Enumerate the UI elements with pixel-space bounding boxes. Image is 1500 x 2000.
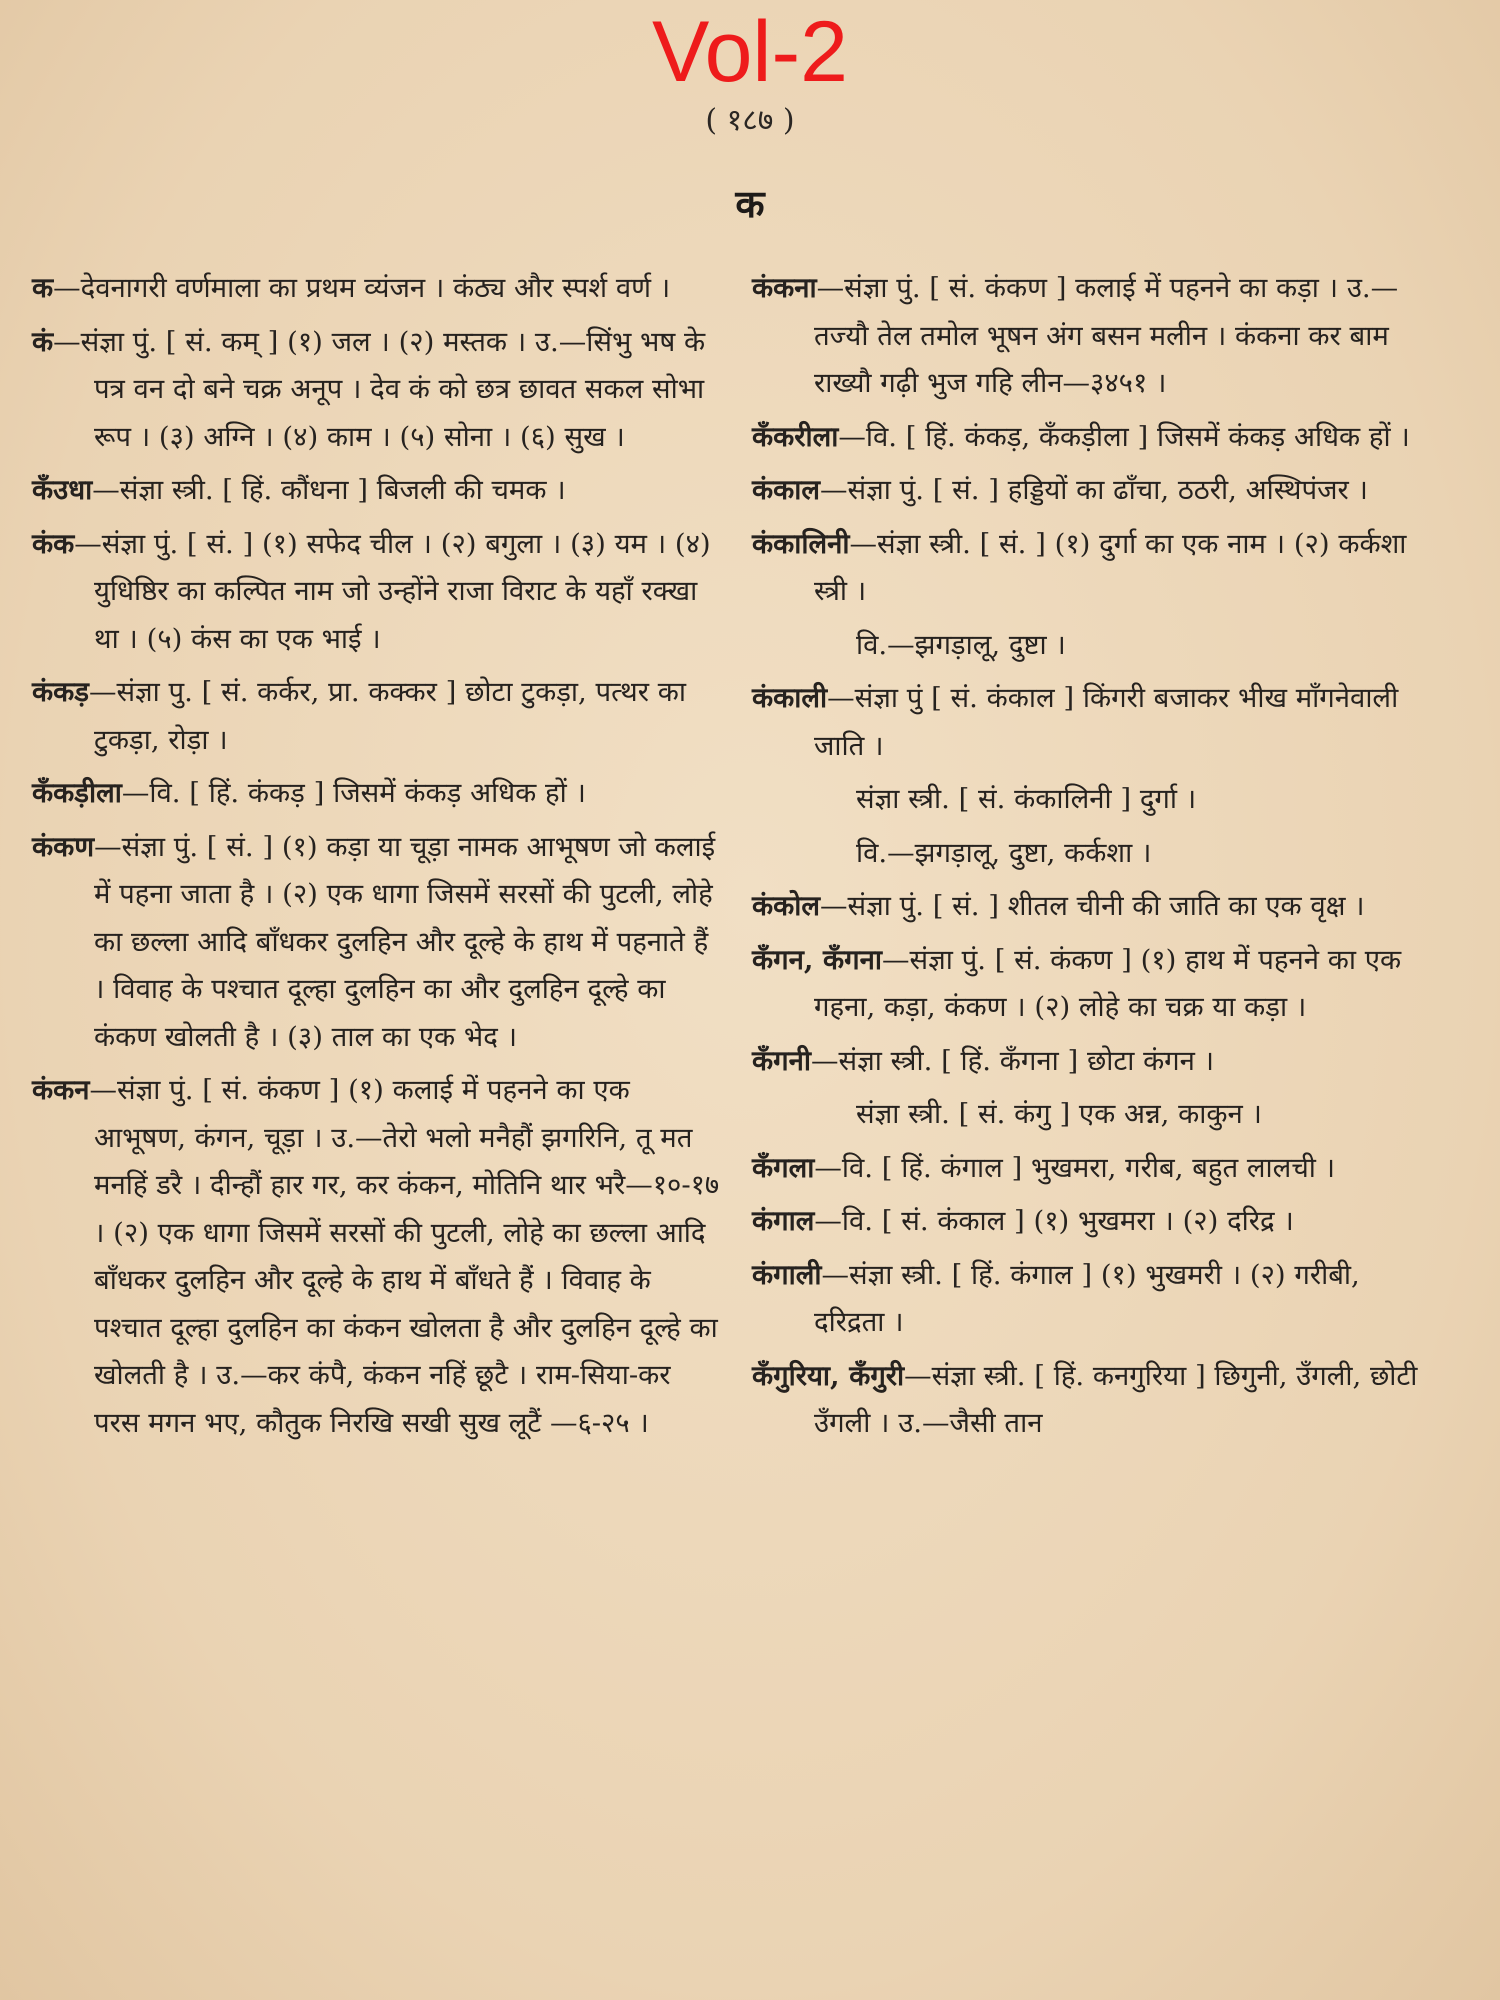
- entry-definition: —संज्ञा स्त्री. [ हिं. कंगाल ] (१) भुखमरी । (२) गरीबी, दरिद्रता ।: [814, 1258, 1360, 1338]
- left-column: [32, 265, 722, 1453]
- entry-headword: कँगला: [752, 1151, 815, 1184]
- dictionary-entry: [752, 1353, 1432, 1448]
- dictionary-entry: [32, 770, 722, 818]
- entry-headword: कं: [32, 325, 54, 358]
- entry-headword: कंकाली: [752, 682, 828, 714]
- dictionary-entry: [32, 265, 722, 313]
- entry-headword: कंकण: [32, 830, 95, 863]
- dictionary-entry: [32, 824, 722, 1062]
- entry-headword: कँगनी: [752, 1044, 811, 1077]
- entry-subsense: वि.—झगड़ालू, दुष्टा, कर्कशा ।: [856, 836, 1152, 869]
- entry-definition: —संज्ञा पुं. [ सं. कंकण ] कलाई में पहनने का कड़ा । उ.—तज्यौ तेल तमोल भूषन अंग बसन मलीन । कंकना कर बाम राख्यौ गढ़ी भुज गहि लीन—३४५१ ।: [814, 272, 1399, 399]
- entry-definition: —वि. [ हिं. कंकड़, कँकड़ीला ] जिसमें कंकड़ अधिक हों ।: [838, 420, 1410, 453]
- dictionary-entry: [752, 1198, 1432, 1246]
- entry-definition: —संज्ञा स्त्री. [ हिं. कौंधना ] बिजली की चमक ।: [92, 474, 566, 506]
- entry-definition: —देवनागरी वर्णमाला का प्रथम व्यंजन । कंठ्य और स्पर्श वर्ण ।: [53, 272, 671, 304]
- entry-subsense: संज्ञा स्त्री. [ सं. कंगु ] एक अन्न, काकुन ।: [856, 1098, 1262, 1130]
- dictionary-entry: [752, 467, 1432, 515]
- entry-headword: कंक: [32, 527, 75, 560]
- entry-headword: कँउधा: [32, 474, 93, 506]
- entry-definition: —संज्ञा पु. [ सं. कर्कर, प्रा. कक्कर ] छोटा टुकड़ा, पत्थर का टुकड़ा, रोड़ा ।: [88, 676, 686, 756]
- entry-definition: —संज्ञा पुं. [ सं. ] हड्डियों का ढाँचा, ठठरी, अस्थिपंजर ।: [820, 474, 1368, 506]
- entry-definition: —संज्ञा पुं. [ सं. कंकण ] (१) हाथ में पहनने का एक गहना, कड़ा, कंकण । (२) लोहे का चक्र या कड़ा ।: [814, 943, 1402, 1023]
- entry-headword: कंकोल: [752, 890, 821, 922]
- entry-subsense: वि.—झगड़ालू, दुष्टा ।: [856, 628, 1066, 661]
- dictionary-entry: [32, 319, 722, 462]
- entry-headword: कंकालिनी: [752, 527, 850, 560]
- entry-headword: कंकना: [752, 272, 817, 304]
- page-number: ( १८७ ): [705, 103, 795, 138]
- dictionary-entry: [752, 937, 1432, 1032]
- entry-headword: कँकरीला: [752, 420, 839, 453]
- dictionary-entry: [752, 265, 1432, 408]
- entry-definition: —संज्ञा पुं. [ सं. ] (१) सफेद चील । (२) बगुला । (३) यम । (४) युधिष्ठिर का कल्पित नाम जो उन्होंने राजा विराट के यहाँ रक्खा था । (५) कंस का एक भाई ।: [74, 527, 711, 655]
- entry-definition: —संज्ञा स्त्री. [ सं. ] (१) दुर्गा का एक नाम । (२) कर्कशा स्त्री ।: [814, 527, 1407, 607]
- entry-definition: —वि. [ हिं. कंकड़ ] जिसमें कंकड़ अधिक हों ।: [121, 777, 586, 809]
- dictionary-entry: [752, 414, 1432, 462]
- dictionary-entry: [32, 1067, 722, 1447]
- entry-definition: —वि. [ सं. कंकाल ] (१) भुखमरा । (२) दरिद्र ।: [814, 1205, 1294, 1237]
- entry-subsense: संज्ञा स्त्री. [ सं. कंकालिनी ] दुर्गा ।: [856, 783, 1197, 815]
- entry-definition: —संज्ञा स्त्री. [ हिं. कँगना ] छोटा कंगन ।: [811, 1044, 1215, 1077]
- entry-headword: क: [32, 272, 54, 304]
- entry-definition: —संज्ञा पुं. [ सं. ] (१) कड़ा या चूड़ा नामक आभूषण जो कलाई में पहना जाता है । (२) एक धागा जिसमें सरसों की पुटली, लोहे का छल्ला आदि बाँधकर दुलहिन और दूल्हे के हाथ में पहनाते हैं । विवाह के पश्चात दूल्हा दुलहिन का और दुलहिन दूल्हे का कंकण खोलती है । (३) ताल का एक भेद ।: [94, 830, 716, 1053]
- entry-headword: कंकाल: [752, 474, 821, 506]
- entry-headword: कंकन: [32, 1074, 90, 1106]
- dictionary-entry: [32, 467, 722, 515]
- entry-definition: —संज्ञा पुं. [ सं. कम् ] (१) जल । (२) मस्तक । उ.—सिंभु भष के पत्र वन दो बने चक्र अनूप । देव कं को छत्र छावत सकल सोभा रूप । (३) अग्नि । (४) काम । (५) सोना । (६) सुख ।: [53, 325, 706, 453]
- entry-headword: कंगाली: [752, 1258, 822, 1291]
- dictionary-entry: [752, 1252, 1432, 1347]
- dictionary-entry: [752, 521, 1432, 616]
- section-letter: क: [735, 181, 765, 226]
- right-column: [752, 265, 1432, 1454]
- dictionary-entry: [752, 675, 1432, 770]
- entry-definition: —संज्ञा पुं. [ सं. ] शीतल चीनी की जाति का एक वृक्ष ।: [820, 890, 1365, 922]
- dictionary-entry: [752, 1145, 1432, 1193]
- volume-label: Vol-2: [651, 4, 849, 100]
- entry-definition: —संज्ञा पुं. [ सं. कंकण ] (१) कलाई में पहनने का एक आभूषण, कंगन, चूड़ा । उ.—तेरो भलो मनैहौं झगरिनि, तू मत मनहिं डरै । दीन्हौं हार गर, कर कंकन, मोतिनि थार भरै—१०-१७ । (२) एक धागा जिसमें सरसों की पुटली, लोहे का छल्ला आदि बाँधकर दुलहिन और दूल्हे के हाथ में बाँधते हैं । विवाह के पश्चात दूल्हा दुलहिन का कंकन खोलता है और दुलहिन दूल्हे का खोलती है । उ.—कर कंपै, कंकन नहिं छूटै । राम-सिया-कर परस मगन भए, कौतुक निरखि सखी सुख लूटैं —६-२५ ।: [89, 1074, 720, 1439]
- entry-headword: कँकड़ीला: [32, 777, 122, 809]
- entry-headword: कँगुरिया, कँगुरी: [752, 1359, 905, 1392]
- entry-definition: —संज्ञा स्त्री. [ हिं. कनगुरिया ] छिगुनी, उँगली, छोटी उँगली । उ.—जैसी तान: [814, 1359, 1418, 1439]
- entry-definition: —संज्ञा पुं [ सं. कंकाल ] किंगरी बजाकर भीख माँगनेवाली जाति ।: [814, 682, 1399, 762]
- entry-headword: कँगन, कँगना: [752, 943, 883, 976]
- entry-headword: कंकड़: [32, 676, 89, 708]
- dictionary-entry: [752, 1038, 1432, 1086]
- dictionary-entry: [32, 669, 722, 764]
- entry-headword: कंगाल: [752, 1205, 815, 1237]
- dictionary-entry: [32, 521, 722, 664]
- entry-definition: —वि. [ हिं. कंगाल ] भुखमरा, गरीब, बहुत लालची ।: [814, 1151, 1336, 1184]
- dictionary-entry: [752, 883, 1432, 931]
